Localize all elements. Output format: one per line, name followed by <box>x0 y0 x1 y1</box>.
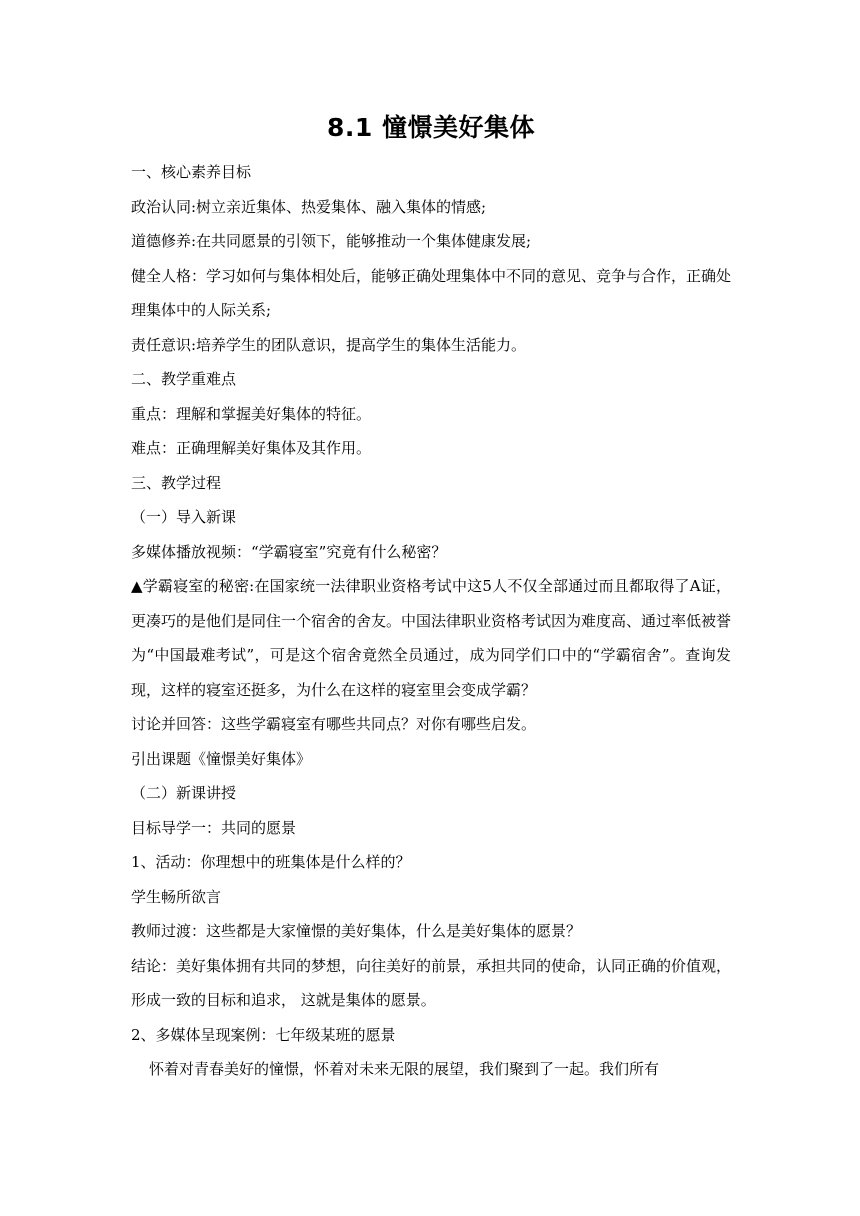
difficult-point: 难点：正确理解美好集体及其作用。 <box>131 439 372 457</box>
teacher-transition: 教师过渡：这些都是大家憧憬的美好集体，什么是美好集体的愿景？ <box>131 922 582 940</box>
intro-topic: 引出课题《憧憬美好集体》 <box>131 749 312 768</box>
goal-responsibility: 责任意识:培养学生的团队意识，提高学生的集体生活能力。 <box>131 335 527 354</box>
key-point: 重点：理解和掌握美好集体的特征。 <box>131 404 372 423</box>
case-text: 怀着对青春美好的憧憬，怀着对未来无限的展望，我们聚到了一起。我们所有 <box>149 1060 660 1078</box>
subheading-intro: （一）导入新课 <box>131 508 237 526</box>
case-two: 2、多媒体呈现案例：七年级某班的愿景 <box>131 1025 396 1044</box>
section-heading-goals: 一、核心素养目标 <box>131 163 252 181</box>
section-heading-process: 三、教学过程 <box>131 473 222 492</box>
target-one: 目标导学一：共同的愿景 <box>131 818 297 837</box>
document-body <box>131 107 731 1087</box>
intro-discussion: 讨论并回答：这些学霸寝室有哪些共同点？对你有哪些启发。 <box>131 715 537 733</box>
activity-one: 1、活动：你理想中的班集体是什么样的？ <box>131 853 411 871</box>
conclusion: 结论：美好集体拥有共同的梦想，向往美好的前景，承担共同的使命，认同正确的价值观，形成一致的目标和追求， 这就是集体的愿景。 <box>131 956 732 1009</box>
section-heading-keypoints: 二、教学重难点 <box>131 370 237 388</box>
goal-moral: 道德修养:在共同愿景的引领下，能够推动一个集体健康发展; <box>131 232 532 250</box>
students-speak: 学生畅所欲言 <box>131 887 222 906</box>
goal-personality: 健全人格：学习如何与集体相处后，能够正确处理集体中不同的意见、竞争与合作，正确处理集体中的人际关系; <box>131 266 732 319</box>
subheading-lecture: （二）新课讲授 <box>131 784 237 802</box>
intro-video: 多媒体播放视频：“学霸寝室”究竟有什么秘密？ <box>131 542 447 561</box>
intro-story: ▲学霸寝室的秘密:在国家统一法律职业资格考试中这5人不仅全部通过而且都取得了A证，更凑巧的是他们是同住一个宿舍的舍友。中国法律职业资格考试因为难度高、通过率低被誉为“中国最难考试”，可是这个宿舍竟然全员通过，成为同学们口中的“学霸宿舍”。查询发现，这样的寝室还挺多，为什么在这样的寝室里会变成学霸？ <box>131 577 732 699</box>
document-title: 8.1 憧憬美好集体 <box>327 113 535 142</box>
goal-political: 政治认同:树立亲近集体、热爱集体、融入集体的情感; <box>131 197 487 216</box>
